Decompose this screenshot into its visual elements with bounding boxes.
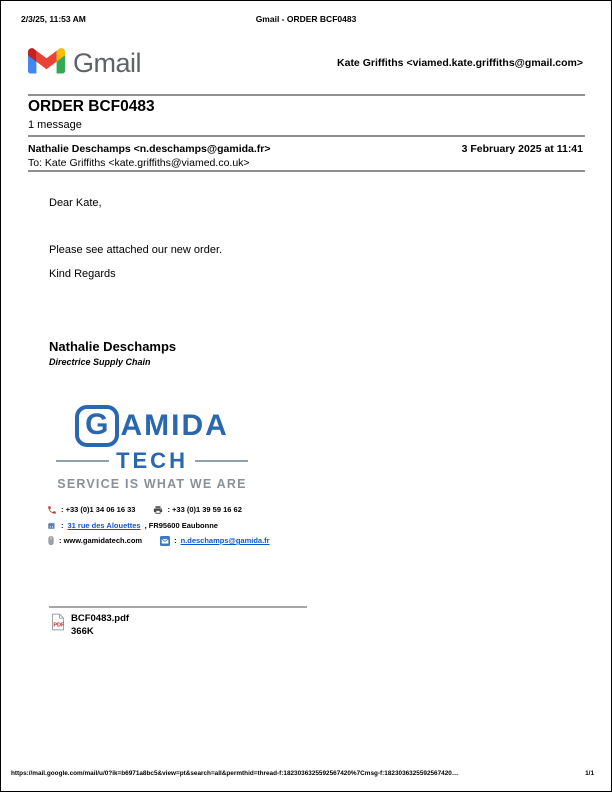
account-owner: Kate Griffiths <viamed.kate.griffiths@gmail.com> <box>337 57 583 69</box>
logo-wordmark <box>56 405 248 447</box>
sender: Nathalie Deschamps <n.deschamps@gamida.fr> <box>28 143 271 155</box>
body-text: Please see attached our new order. <box>49 244 223 256</box>
email-icon <box>160 536 170 546</box>
contact-block <box>47 502 270 549</box>
contact-phone-row <box>47 502 270 518</box>
gmail-logo <box>28 47 141 80</box>
message-date: 3 February 2025 at 11:41 <box>461 143 583 155</box>
pdf-file-icon <box>51 613 65 631</box>
fax-icon <box>153 505 163 515</box>
logo-line-right <box>195 460 248 462</box>
email-subject: ORDER BCF0483 <box>28 98 155 115</box>
gmail-wordmark: Gmail <box>73 48 142 78</box>
print-footer <box>11 770 594 777</box>
print-datetime: 2/3/25, 11:53 AM <box>21 14 86 24</box>
signature-name: Nathalie Deschamps <box>49 339 177 354</box>
mouse-icon <box>47 535 55 546</box>
body-greeting: Dear Kate, <box>49 197 102 209</box>
body-signoff: Kind Regards <box>49 268 116 280</box>
address-rest: , FR95600 Eaubonne <box>144 520 218 530</box>
attachment-filename[interactable]: BCF0483.pdf <box>71 613 130 624</box>
address-prefix: : <box>61 520 64 530</box>
fax-number: : +33 (0)1 39 59 16 62 <box>167 505 242 514</box>
print-title: Gmail - ORDER BCF0483 <box>255 14 357 24</box>
attachment-meta <box>71 613 129 637</box>
website-url: : www.gamidatech.com <box>59 536 143 545</box>
building-icon <box>47 520 57 530</box>
divider <box>28 170 585 172</box>
signature-role: Directrice Supply Chain <box>49 357 151 367</box>
logo-sub-row <box>56 448 248 474</box>
message-count: 1 message <box>28 119 82 131</box>
phone-number: : +33 (0)1 34 06 16 33 <box>61 505 136 514</box>
print-footer-url: https://mail.google.com/mail/u/0?ik=b6971a8bc5&view=pt&search=all&permthid=thread-f:1823036325592567420%7Cmsg-f:1823036325592567420… <box>11 770 459 777</box>
divider <box>28 135 585 137</box>
logo-g-badge: G <box>75 405 118 447</box>
phone-icon <box>47 505 57 515</box>
divider <box>28 94 585 96</box>
email-prefix: : <box>174 536 177 545</box>
logo-word-rest: AMIDA <box>120 409 229 442</box>
divider <box>49 606 307 608</box>
attachment-chip[interactable] <box>51 613 129 637</box>
print-page-number: 1/1 <box>585 770 594 777</box>
logo-tagline: SERVICE IS WHAT WE ARE <box>57 477 247 491</box>
svg-text:PDF: PDF <box>53 622 65 629</box>
logo-sub-word: TECH <box>116 448 188 473</box>
gamida-tech-logo <box>56 405 248 491</box>
logo-line-left <box>56 460 109 462</box>
contact-address-row <box>47 518 270 534</box>
contact-web-row <box>47 533 270 549</box>
address-link[interactable]: 31 rue des Alouettes <box>67 520 141 530</box>
attachment-size: 366K <box>71 626 94 637</box>
gmail-m-icon <box>28 47 65 80</box>
email-link[interactable]: n.deschamps@gamida.fr <box>180 536 270 545</box>
recipient: To: Kate Griffiths <kate.griffiths@viamed.co.uk> <box>28 157 250 169</box>
